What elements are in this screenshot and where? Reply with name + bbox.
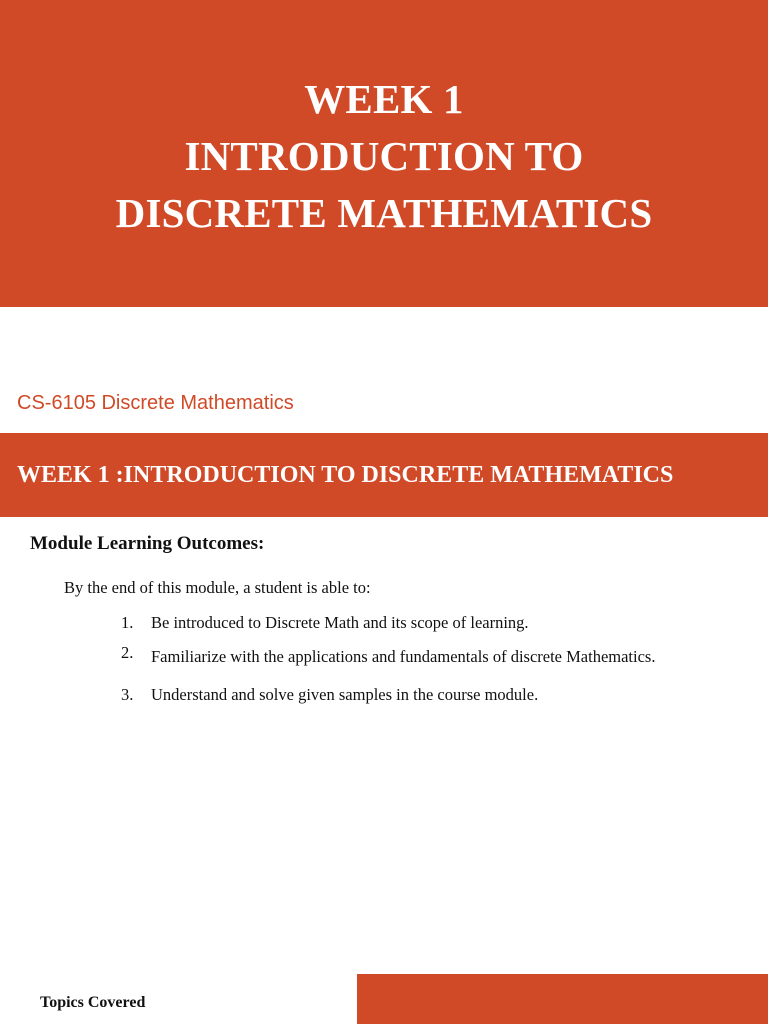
outcome-item [0,640,711,674]
outcome-text: Be introduced to Discrete Math and its scope of learning. [151,613,529,632]
title-line-subject: DISCRETE MATHEMATICS [115,190,653,236]
outcomes-intro: By the end of this module, a student is able to: [64,578,371,597]
title-line-introduction: INTRODUCTION TO [184,133,584,179]
outcome-item [0,610,711,636]
outcomes-heading: Module Learning Outcomes: [30,533,265,554]
title-line-week: WEEK 1 [304,76,464,122]
outcome-list [0,610,768,716]
section-bar [0,433,768,517]
topics-covered-label: Topics Covered [40,994,146,1011]
outcome-text: Familiarize with the applications and fundamentals of discrete Mathematics. [151,647,656,666]
section-title: WEEK 1 :INTRODUCTION TO DISCRETE MATHEMATICS [17,462,674,488]
course-code: CS-6105 Discrete Mathematics [17,392,294,414]
outcome-number: 3. [121,685,134,704]
topics-accent-block [357,974,768,1024]
outcome-number: 1. [121,613,134,632]
outcome-text: Understand and solve given samples in the course module. [151,685,539,704]
outcome-number: 2. [121,643,134,662]
outcome-item [0,682,711,708]
title-banner [0,0,768,307]
